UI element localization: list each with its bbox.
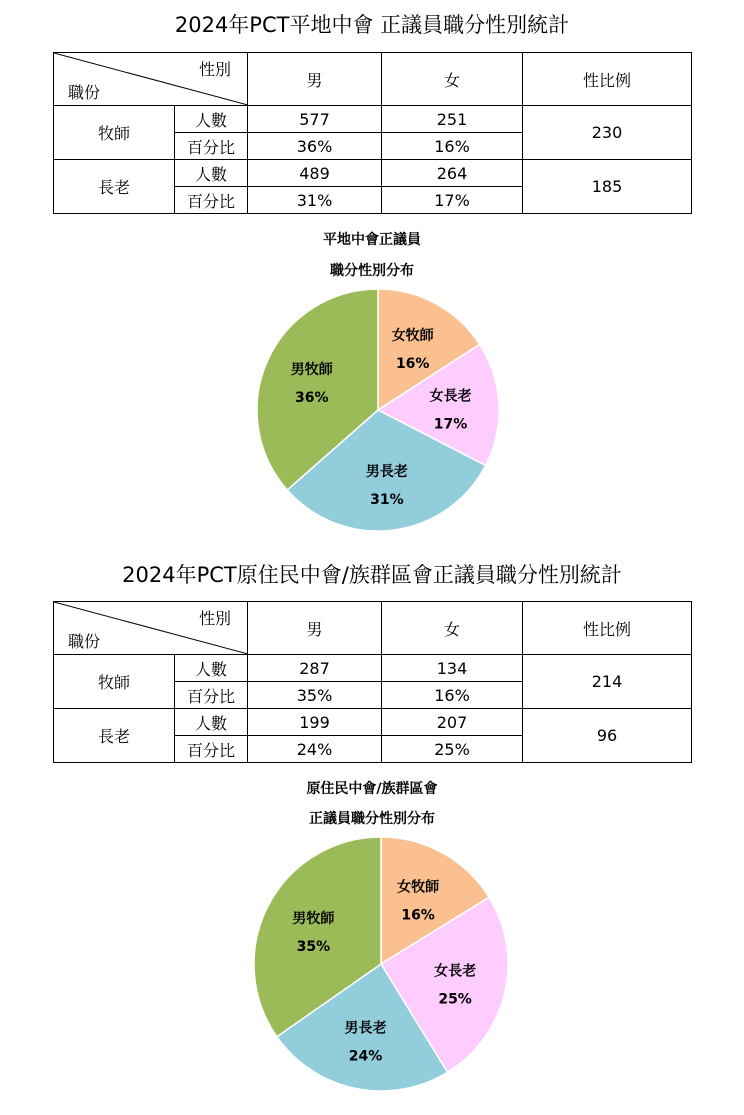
col-header-ratio: 性比例: [523, 602, 692, 655]
count-label-cell: 人數: [175, 160, 248, 187]
pct-label-cell: 百分比: [175, 682, 248, 709]
female-pct-cell: 17%: [382, 187, 523, 214]
male-pct-cell: 31%: [248, 187, 382, 214]
corner-role-label: 職份: [68, 632, 101, 651]
col-header-male: 男: [248, 53, 382, 106]
slice-percent-label: 35%: [296, 938, 331, 955]
corner-gender-label: 性別: [198, 60, 231, 79]
ratio-cell: 230: [523, 106, 692, 160]
slice-percent-label: 24%: [348, 1048, 383, 1065]
pie-1-title-line2: 職分性別分布: [330, 263, 414, 279]
slice-label: 男長老: [344, 1020, 387, 1037]
table-2-title: 2024年PCT原住民中會/族群區會正議員職分性別統計: [122, 563, 622, 587]
pie-chart-1: [0, 288, 744, 538]
slice-label: 女長老: [434, 963, 477, 980]
table-row: [54, 106, 692, 133]
slice-label: 男牧師: [290, 362, 333, 379]
male-count-cell: 489: [248, 160, 382, 187]
pie-2-title-line1: 原住民中會/族群區會: [306, 781, 438, 797]
table-row: [54, 709, 692, 736]
slice-percent-label: 36%: [295, 390, 329, 407]
pct-label-cell: 百分比: [175, 187, 248, 214]
role-cell: 長老: [54, 709, 175, 763]
slice-label: 男長老: [365, 464, 408, 480]
ratio-cell: 214: [523, 655, 692, 709]
slice-label: 女長老: [429, 388, 472, 405]
slice-label: 女牧師: [391, 328, 434, 345]
col-header-ratio: 性比例: [523, 53, 692, 106]
role-cell: 牧師: [54, 655, 175, 709]
count-label-cell: 人數: [175, 655, 248, 682]
male-pct-cell: 36%: [248, 133, 382, 160]
female-pct-cell: 25%: [382, 736, 523, 763]
female-count-cell: 134: [382, 655, 523, 682]
female-count-cell: 207: [382, 709, 523, 736]
count-label-cell: 人數: [175, 106, 248, 133]
count-label-cell: 人數: [175, 709, 248, 736]
table-corner-header: [54, 53, 248, 106]
ratio-cell: 185: [523, 160, 692, 214]
female-pct-cell: 16%: [382, 682, 523, 709]
slice-percent-label: 16%: [401, 907, 435, 924]
slice-percent-label: 17%: [433, 416, 468, 433]
stats-table-2: [53, 601, 692, 763]
pie-chart-2: [0, 836, 744, 1106]
slice-percent-label: 31%: [370, 492, 404, 508]
role-cell: 長老: [54, 160, 175, 214]
slice-label: 女牧師: [397, 879, 440, 896]
male-count-cell: 577: [248, 106, 382, 133]
col-header-male: 男: [248, 602, 382, 655]
col-header-female: 女: [382, 602, 523, 655]
corner-gender-label: 性別: [198, 609, 231, 628]
table-1-title: 2024年PCT平地中會 正議員職分性別統計: [174, 13, 570, 37]
ratio-cell: 96: [523, 709, 692, 763]
female-count-cell: 264: [382, 160, 523, 187]
table-row: [54, 160, 692, 187]
col-header-female: 女: [382, 53, 523, 106]
pct-label-cell: 百分比: [175, 736, 248, 763]
pie-1-title-line1: 平地中會正議員: [323, 232, 421, 248]
pie-2-title-line2: 正議員職分性別分布: [309, 811, 435, 827]
male-pct-cell: 35%: [248, 682, 382, 709]
role-cell: 牧師: [54, 106, 175, 160]
corner-role-label: 職份: [68, 83, 101, 102]
slice-percent-label: 16%: [395, 356, 430, 373]
male-pct-cell: 24%: [248, 736, 382, 763]
table-corner-header: [54, 602, 248, 655]
pct-label-cell: 百分比: [175, 133, 248, 160]
male-count-cell: 199: [248, 709, 382, 736]
table-row: [54, 655, 692, 682]
slice-percent-label: 25%: [438, 991, 472, 1008]
stats-table-1: [53, 52, 692, 214]
slice-label: 男牧師: [292, 910, 335, 927]
female-count-cell: 251: [382, 106, 523, 133]
female-pct-cell: 16%: [382, 133, 523, 160]
male-count-cell: 287: [248, 655, 382, 682]
